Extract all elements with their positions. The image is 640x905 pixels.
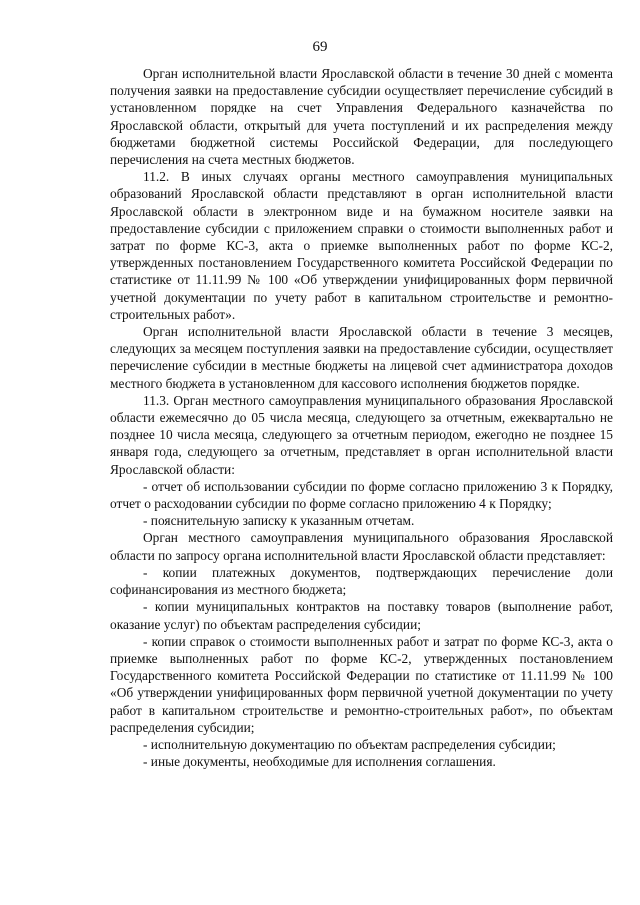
list-item-payment-copies: - копии платежных документов, подтверждающих перечисление доли софинансирования из местного бюджета; [110,564,613,598]
paragraph-11-2: 11.2. В иных случаях органы местного самоуправления муниципальных образований Ярославской области представляют в орган исполнительной власти Ярославской области в электронном виде и на бумажном носителе заявки на предоставление субсидии с приложением справки о стоимости выполненных работ и затрат по форме КС-3, акта о приемке выполненных работ по форме КС-2, утвержденных постановлением Государственного комитета Российской Федерации по статистике от 11.11.99 № 100 «Об утверждении унифицированных форм первичной учетной документации по учету работ в капитальном строительстве и ремонтно-строительных работ». [110,169,613,322]
list-item-ks-copies: - копии справок о стоимости выполненных работ и затрат по форме КС-3, акта о приемке выполненных работ по форме КС-2, утвержденных постановлением Государственного комитета Российской Федерации по статистике от 11.11.99 № 100 «Об утверждении унифицированных форм первичной учетной документации по учету работ в капитальном строительстве и ремонтно-строительных работ», по объектам распределения субсидии; [110,633,613,735]
list-item-other-docs: - иные документы, необходимые для исполнения соглашения. [143,754,496,770]
paragraph-on-request: Орган местного самоуправления муниципального образования Ярославской области по запросу органа исполнительной власти Ярославской области представляет: [110,530,613,563]
paragraph-transfer-3-months: Орган исполнительной власти Ярославской области в течение 3 месяцев, следующих за месяцем поступления заявки на предоставление субсидии, осуществляет перечисление субсидии в местные бюджеты на лицевой счет администратора доходов местного бюджета в установленном для кассового исполнения бюджетов порядке. [110,324,613,391]
paragraph-11-3: 11.3. Орган местного самоуправления муниципального образования Ярославской области ежемесячно до 05 числа месяца, следующего за отчетным, ежеквартально не позднее 10 числа месяца, следующего за отчетным периодом, ежегодно не позднее 15 января года, следующего за отчетным, представляет в орган исполнительной власти Ярославской области: [110,392,613,477]
document-body [110,65,613,770]
list-item-contract-copies: - копии муниципальных контрактов на поставку товаров (выполнение работ, оказание услуг) по объектам распределения субсидии; [110,599,613,632]
list-item-executive-docs: - исполнительную документацию по объектам распределения субсидии; [143,736,556,752]
paragraph-transfer-terms: Орган исполнительной власти Ярославской области в течение 30 дней с момента получения заявки на предоставление субсидии осуществляет перечисление субсидий в установленном порядке на счет Управления Федерального казначейства по Ярославской области, открытый для учета поступлений и их распределения между бюджетами бюджетной системы Российской Федерации, для последующего перечисления на счета местных бюджетов. [110,66,613,168]
page-number: 69 [312,39,328,55]
list-item-report-usage: - отчет об использовании субсидии по форме согласно приложению 3 к Порядку, отчет о расходовании субсидии по форме согласно приложению 4 к Порядку; [110,478,613,512]
list-item-explanatory-note: - пояснительную записку к указанным отчетам. [143,513,415,529]
